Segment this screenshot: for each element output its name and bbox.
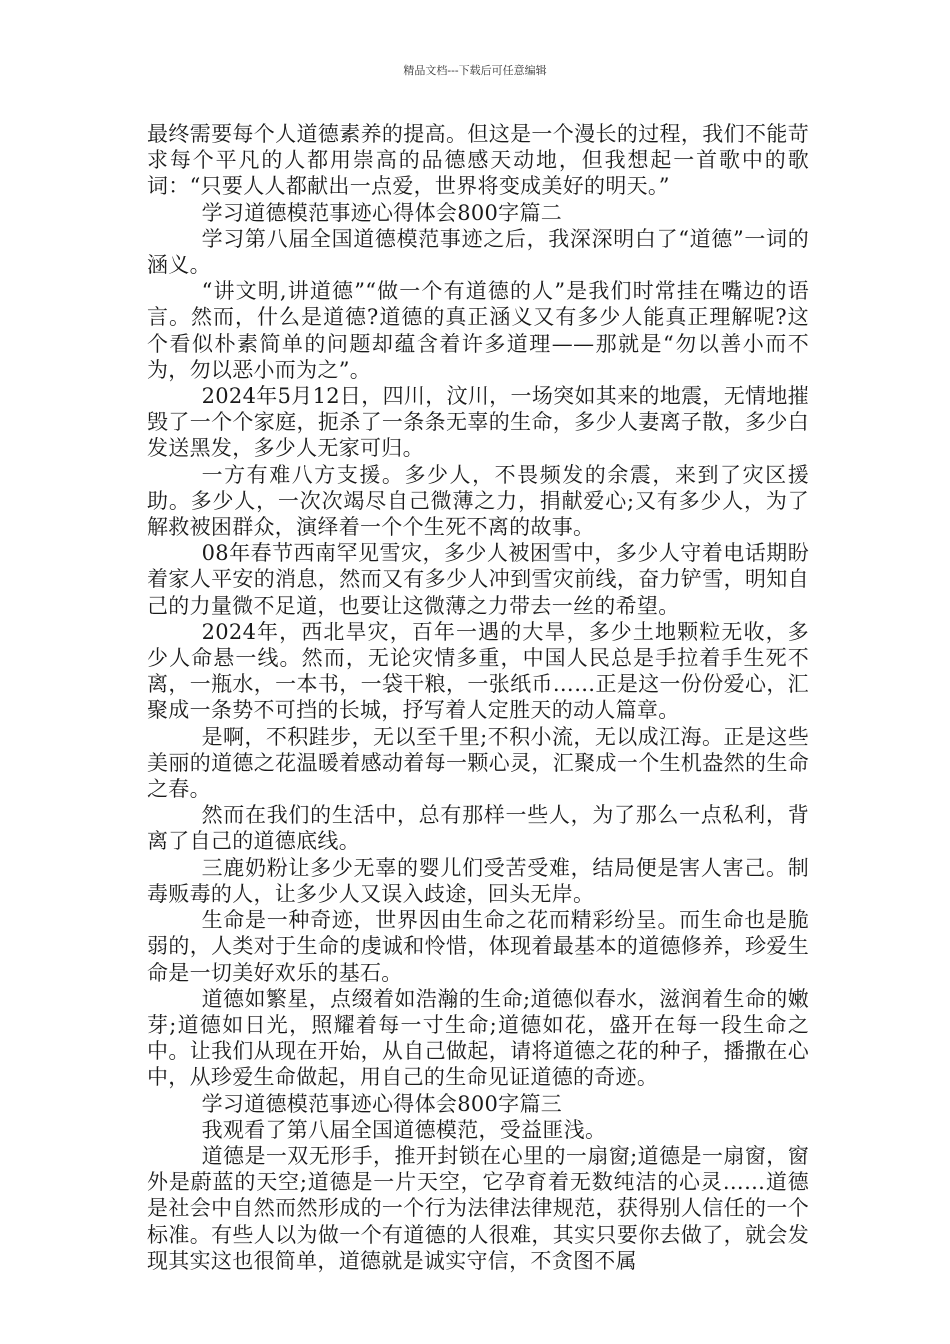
paragraph-7: 2024年，西北旱灾，百年一遇的大旱，多少土地颗粒无收，多少人命悬一线。然而，无论灾情多重，中国人民总是手拉着手生死不离，一瓶水，一本书，一袋干粮，一张纸币……正是这一份份爱心，汇聚成一条势不可挡的长城，抒写着人定胜天的动人篇章。 xyxy=(147,619,809,723)
paragraph-4: 2024年5月12日，四川，汶川，一场突如其来的地震，无情地摧毁了一个个家庭，扼杀了一条条无辜的生命，多少人妻离子散，多少白发送黑发，多少人无家可归。 xyxy=(147,384,809,461)
paragraph-8: 是啊，不积跬步，无以至千里;不积小流，无以成江海。正是这些美丽的道德之花温暖着感动着每一颗心灵，汇聚成一个生机盎然的生命之春。 xyxy=(147,724,809,802)
paragraph-10: 三鹿奶粉让多少无辜的婴儿们受苦受难，结局便是害人害己。制毒贩毒的人，让多少人又误入歧途，回头无岸。 xyxy=(147,855,809,906)
paragraph-11: 生命是一种奇迹，世界因由生命之花而精彩纷呈。而生命也是脆弱的，人类对于生命的虔诚和怜惜，体现着最基本的道德修养，珍爱生命是一切美好欢乐的基石。 xyxy=(147,908,809,985)
paragraph-3: “讲文明,讲道德”“做一个有道德的人”是我们时常挂在嘴边的语言。然而，什么是道德?道德的真正涵义又有多少人能真正理解呢?这个看似朴素简单的问题却蕴含着许多道理——那就是“勿以善小而不为，勿以恶小而为之”。 xyxy=(147,279,809,382)
paragraph-13: 我观看了第八届全国道德模范，受益匪浅。 xyxy=(201,1117,607,1142)
paragraph-9: 然而在我们的生活中，总有那样一些人，为了那么一点私利，背离了自己的道德底线。 xyxy=(147,803,809,854)
paragraph-1: 最终需要每个人道德素养的提高。但这是一个漫长的过程，我们不能苛求每个平凡的人都用崇高的品德感天动地，但我想起一首歌中的歌词：“只要人人都献出一点爱，世界将变成美好的明天。” xyxy=(147,122,809,199)
document-body xyxy=(147,121,809,1274)
page-header: 精品文档---下载后可任意编辑 xyxy=(403,64,547,77)
paragraph-12: 道德如繁星，点缀着如浩瀚的生命;道德似春水，滋润着生命的嫩芽;道德如日光，照耀着每一寸生命;道德如花，盛开在每一段生命之中。让我们从现在开始，从自己做起，请将道德之花的种子，播撒在心中，从珍爱生命做起，用自己的生命见证道德的奇迹。 xyxy=(147,986,809,1090)
paragraph-14: 道德是一双无形手，推开封锁在心里的一扇窗;道德是一扇窗，窗外是蔚蓝的天空;道德是一片天空，它孕育着无数纯洁的心灵……道德是社会中自然而然形成的一个行为法律法律规范，获得别人信任的一个标准。有些人以为做一个有道德的人很难，其实只要你去做了，就会发现其实这也很简单，道德就是诚实守信，不贪图不属 xyxy=(147,1143,809,1273)
paragraph-5: 一方有难八方支援。多少人，不畏频发的余震，来到了灾区援助。多少人，一次次竭尽自己微薄之力，捐献爱心;又有多少人，为了解救被困群众，演绎着一个个生死不离的故事。 xyxy=(147,462,809,540)
section-heading-2: 学习道德模范事迹心得体会800字篇二 xyxy=(201,200,563,225)
paragraph-6: 08年春节西南罕见雪灾，多少人被困雪中，多少人守着电话期盼着家人平安的消息，然而又有多少人冲到雪灾前线，奋力铲雪，明知自己的力量微不足道，也要让这微薄之力带去一丝的希望。 xyxy=(147,541,809,618)
section-heading-3: 学习道德模范事迹心得体会800字篇三 xyxy=(201,1091,563,1116)
paragraph-2: 学习第八届全国道德模范事迹之后，我深深明白了“道德”一词的涵义。 xyxy=(147,226,809,278)
